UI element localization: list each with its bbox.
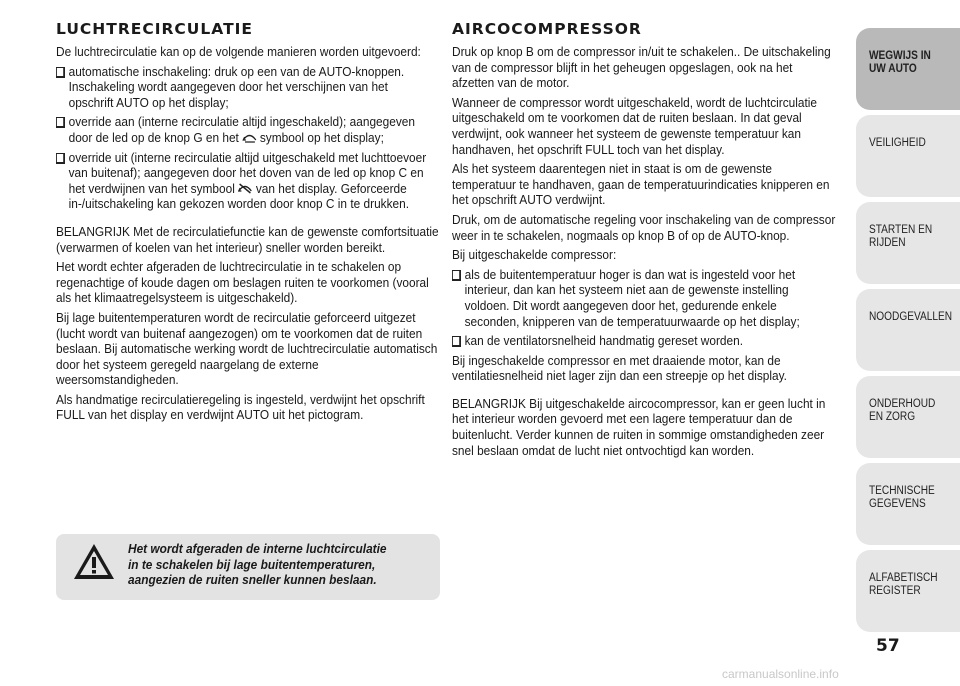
paragraph-important: BELANGRIJK Met de recirculatiefunctie kan de gewenste comfortsituatie (verwarmen of koelen van het interieur) sneller worden bereikt. [56, 223, 439, 255]
tab-veiligheid[interactable]: VEILIGHEID [856, 115, 960, 197]
bullet-box-icon [56, 117, 65, 128]
list-item: override aan (interne recirculatie altijd ingeschakeld); aangegeven door de led op de knop G en het symbool op het display; [56, 114, 435, 145]
tab-onderhoud-en-zorg[interactable]: ONDERHOUD EN ZORG [856, 376, 960, 458]
paragraph: Bij uitgeschakelde compressor: [452, 247, 617, 263]
bullet-box-icon [452, 270, 461, 281]
tab-alfabetisch-register[interactable]: ALFABETISCH REGISTER [856, 550, 960, 632]
right-column [452, 20, 836, 462]
paragraph: Het wordt echter afgeraden de luchtrecirculatie in te schakelen op regenachtige of koude dagen om beslagen ruiten te voorkomen (vooral als het klimaatregelsysteem is uitgeschakeld). [56, 259, 429, 306]
warning-triangle-icon [72, 542, 116, 582]
warning-box [56, 534, 440, 600]
watermark: carmanualsonline.info [722, 667, 839, 681]
paragraph: Bij ingeschakelde compressor en met draaiende motor, kan de ventilatiesnelheid niet lager zijn dan een streepje op het display. [452, 352, 787, 384]
recirculation-off-symbol-icon [238, 183, 252, 194]
paragraph: Als het systeem daarentegen niet in staat is om de gewenste temperatuur te handhaven, gaan de temperatuurindicaties knipperen en het opschrift AUTO verdwijnt. [452, 161, 830, 208]
paragraph: Druk op knop B om de compressor in/uit te schakelen.. De uitschakeling van de compressor blijft in het geheugen opgeslagen, ook na het afzetten van de motor. [452, 44, 831, 91]
list-item: override uit (interne recirculatie altijd uitgeschakeld met luchttoevoer van buitenaf); aangegeven door het doven van de led op knop C en het verdwijnen van het symbool van het display. Geforceerde in-/uitschakeling kan gekozen worden door knop C in te drukken. [56, 150, 435, 212]
paragraph: Wanneer de compressor wordt uitgeschakeld, wordt de luchtcirculatie uitgeschakeld om te voorkomen dat de ruiten beslaan. In dat geval verdwijnt, ook wanneer het systeem de gewenste temperatuur kan handhaven, het opschrift FULL toch van het display. [452, 94, 818, 157]
tab-wegwijs[interactable]: WEGWIJS IN UW AUTO [856, 28, 960, 110]
list-item: als de buitentemperatuur hoger is dan wat is ingesteld voor het interieur, dan kan het systeem niet aan de gewenste instelling voldoen. Dit wordt aangegeven door het, gedurende enkele seconden, knipperen van de temperatuurwaarde op het display; [452, 267, 831, 329]
left-column [56, 20, 440, 427]
list-item: kan de ventilatorsnelheid handmatig gereset worden. [452, 333, 831, 349]
list-item: automatische inschakeling: druk op een van de AUTO-knoppen. Inschakeling wordt aangegeven door het verschijnen van het opschrift AUTO op het display; [56, 64, 435, 111]
tab-technische-gegevens[interactable]: TECHNISCHE GEGEVENS [856, 463, 960, 545]
paragraph: Bij lage buitentemperaturen wordt de recirculatie geforceerd uitgezet (lucht wordt van buitenaf aangezogen) om te voorkomen dat de ruiten beslaan. Bij automatische werking wordt de luchtrecirculatie automatisch door het systeem geregeld naargelang de externe weersomstandigheden. [56, 309, 438, 388]
page-number: 57 [876, 636, 900, 656]
paragraph-important: BELANGRIJK Bij uitgeschakelde aircocompressor, kan er geen lucht in het interieur worden gevoerd met een lagere temperatuur dan de buitenlucht. Verder kunnen de ruiten in sommige omstandigheden zeer snel beslaan omdat de lucht niet ontvochtigd kan worden. [452, 395, 826, 458]
bullet-box-icon [56, 153, 65, 164]
tab-noodgevallen[interactable]: NOODGEVALLEN [856, 289, 960, 371]
warning-text: Het wordt afgeraden de interne luchtcirculatie in te schakelen bij lage buitentemperaturen, aangezien de ruiten sneller kunnen beslaan. [128, 541, 387, 588]
paragraph-intro: De luchtrecirculatie kan op de volgende manieren worden uitgevoerd: [56, 44, 421, 59]
paragraph: Als handmatige recirculatieregeling is ingesteld, verdwijnt het opschrift FULL van het display en verdwijnt AUTO uit het pictogram. [56, 391, 425, 423]
chapter-tabs [856, 28, 960, 637]
bullet-box-icon [56, 67, 65, 78]
section-heading-recirculation: LUCHTRECIRCULATIE [56, 20, 253, 38]
paragraph: Druk, om de automatische regeling voor inschakeling van de compressor weer in te schakelen, nogmaals op knop B of op de AUTO-knop. [452, 211, 836, 243]
section-heading-compressor: AIRCOCOMPRESSOR [452, 20, 642, 38]
recirculation-symbol-icon [242, 132, 256, 143]
tab-starten-en-rijden[interactable]: STARTEN EN RIJDEN [856, 202, 960, 284]
bullet-box-icon [452, 336, 461, 347]
